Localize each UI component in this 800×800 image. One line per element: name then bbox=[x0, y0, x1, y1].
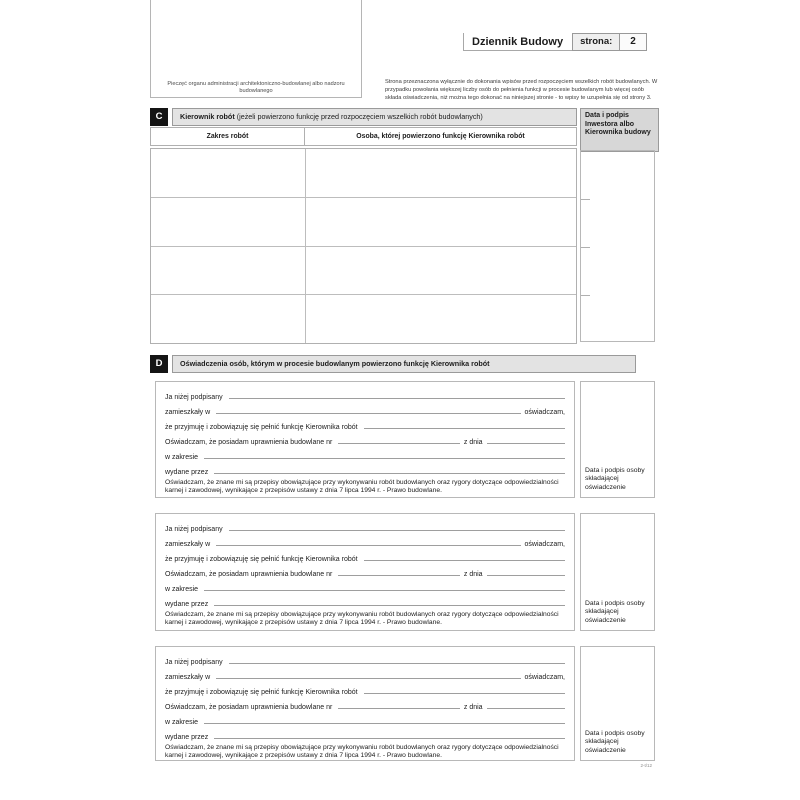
cell-osoba bbox=[306, 295, 576, 343]
label-zakres: w zakresie bbox=[165, 454, 199, 461]
fill-line bbox=[338, 442, 460, 444]
label-z-dnia: z dnia bbox=[463, 571, 483, 578]
label-z-dnia: z dnia bbox=[463, 704, 483, 711]
table-row bbox=[151, 294, 576, 343]
fill-line bbox=[216, 544, 520, 546]
label-przyjmuje: że przyjmuję i zobowiązuję się pełnić funkcję Kierownika robót bbox=[165, 556, 358, 563]
signature-side-label: Data i podpis osoby składającej oświadczenie bbox=[585, 466, 645, 491]
cell-osoba bbox=[306, 198, 576, 246]
label-z-dnia: z dnia bbox=[463, 439, 483, 446]
row-divider-tick bbox=[581, 247, 590, 248]
section-c-badge: C bbox=[150, 108, 168, 126]
section-d-header: Oświadczenia osób, którym w procesie budowlanym powierzono funkcję Kierownika robót bbox=[172, 355, 636, 373]
cell-zakres-robot bbox=[151, 295, 306, 343]
stamp-caption: Pieczęć organu administracji architektoniczno-budowlanej albo nadzoru budowlanego bbox=[167, 81, 345, 94]
label-wydane: wydane przez bbox=[165, 469, 209, 476]
column-header-zakres: Zakres robót bbox=[150, 127, 305, 146]
label-podpisany: Ja niżej podpisany bbox=[165, 659, 223, 666]
label-wydane: wydane przez bbox=[165, 601, 209, 608]
page-instruction-note: Strona przeznaczona wyłącznie do dokonania wpisów przed rozpoczęciem wszelkich robót budowlanych. W przypadku powołania większej liczby osób do pełnienia funkcji w procesie budowlanym lub więcej osób składa oświadczenia, niż można tego dokonać na niniejszej stronie - to wpisy te uzupełnia się od strony 3. bbox=[385, 79, 658, 102]
label-podpisany: Ja niżej podpisany bbox=[165, 526, 223, 533]
table-row bbox=[151, 149, 576, 197]
fill-line bbox=[204, 457, 565, 459]
fill-line bbox=[229, 662, 565, 664]
fill-line bbox=[487, 442, 565, 444]
fill-line bbox=[364, 427, 565, 429]
fill-line bbox=[487, 707, 565, 709]
form-code: 2-t/12 bbox=[640, 763, 652, 768]
declaration-block bbox=[155, 646, 575, 761]
label-zakres: w zakresie bbox=[165, 719, 199, 726]
cell-osoba bbox=[306, 149, 576, 197]
cell-zakres-robot bbox=[151, 198, 306, 246]
fill-line bbox=[338, 707, 460, 709]
row-divider-tick bbox=[581, 295, 590, 296]
fill-line bbox=[364, 559, 565, 561]
label-oswiadczam: oświadczam, bbox=[524, 541, 565, 548]
label-wydane: wydane przez bbox=[165, 734, 209, 741]
fill-line bbox=[204, 722, 565, 724]
section-c-header bbox=[172, 108, 577, 126]
declaration-closing-text: Oświadczam, że znane mi są przepisy obowiązujące przy wykonywaniu robót budowlanych oraz rygory dotyczące odpowiedzialności karnej i zawodowej, wynikające z przepisów ustawy z dnia 7 lipca 1994 r. - Prawo budowlane. bbox=[165, 611, 559, 627]
signature-side-label: Data i podpis osoby składającej oświadczenie bbox=[585, 599, 645, 624]
declaration-closing-text: Oświadczam, że znane mi są przepisy obowiązujące przy wykonywaniu robót budowlanych oraz rygory dotyczące odpowiedzialności karnej i zawodowej, wynikające z przepisów ustawy z dnia 7 lipca 1994 r. - Prawo budowlane. bbox=[165, 479, 559, 495]
page-number: 2 bbox=[620, 33, 647, 51]
section-c-table bbox=[150, 148, 577, 344]
section-c-signature-box bbox=[580, 150, 655, 342]
cell-zakres-robot bbox=[151, 149, 306, 197]
declaration-closing-text: Oświadczam, że znane mi są przepisy obowiązujące przy wykonywaniu robót budowlanych oraz rygory dotyczące odpowiedzialności karnej i zawodowej, wynikające z przepisów ustawy z dnia 7 lipca 1994 r. - Prawo budowlane. bbox=[165, 744, 559, 760]
signature-side-box bbox=[580, 646, 655, 761]
declaration-block bbox=[155, 381, 575, 498]
fill-line bbox=[214, 472, 565, 474]
cell-osoba bbox=[306, 247, 576, 295]
column-header-osoba: Osoba, której powierzono funkcję Kierownika robót bbox=[305, 127, 577, 146]
label-przyjmuje: że przyjmuję i zobowiązuję się pełnić funkcję Kierownika robót bbox=[165, 424, 358, 431]
document-title: Dziennik Budowy bbox=[463, 33, 572, 51]
fill-line bbox=[204, 589, 565, 591]
fill-line bbox=[214, 737, 565, 739]
stamp-box bbox=[150, 0, 362, 98]
table-row bbox=[151, 197, 576, 246]
label-oswiadczam: oświadczam, bbox=[524, 674, 565, 681]
label-przyjmuje: że przyjmuję i zobowiązuję się pełnić funkcję Kierownika robót bbox=[165, 689, 358, 696]
fill-line bbox=[216, 412, 520, 414]
label-podpisany: Ja niżej podpisany bbox=[165, 394, 223, 401]
label-uprawnienia: Oświadczam, że posiadam uprawnienia budowlane nr bbox=[165, 571, 333, 578]
signature-side-box bbox=[580, 381, 655, 498]
signature-side-box bbox=[580, 513, 655, 631]
label-zakres: w zakresie bbox=[165, 586, 199, 593]
section-d-badge: D bbox=[150, 355, 168, 373]
fill-line bbox=[229, 397, 565, 399]
fill-line bbox=[214, 604, 565, 606]
cell-zakres-robot bbox=[151, 247, 306, 295]
section-c-column-headers bbox=[150, 127, 577, 146]
fill-line bbox=[338, 574, 460, 576]
page-label: strona: bbox=[572, 33, 620, 51]
section-c-title-bold: Kierownik robót bbox=[180, 112, 235, 121]
row-divider-tick bbox=[581, 199, 590, 200]
label-zamieszkaly: zamieszkały w bbox=[165, 674, 211, 681]
fill-line bbox=[487, 574, 565, 576]
document-title-group bbox=[463, 33, 647, 51]
section-c-signature-header: Data i podpis Inwestora albo Kierownika budowy bbox=[580, 108, 659, 152]
label-zamieszkaly: zamieszkały w bbox=[165, 541, 211, 548]
fill-line bbox=[216, 677, 520, 679]
section-c-title-rest: (jeżeli powierzono funkcję przed rozpoczęciem wszelkich robót budowlanych) bbox=[234, 112, 483, 121]
declaration-block bbox=[155, 513, 575, 631]
label-zamieszkaly: zamieszkały w bbox=[165, 409, 211, 416]
signature-side-label: Data i podpis osoby składającej oświadczenie bbox=[585, 729, 645, 754]
label-oswiadczam: oświadczam, bbox=[524, 409, 565, 416]
label-uprawnienia: Oświadczam, że posiadam uprawnienia budowlane nr bbox=[165, 704, 333, 711]
fill-line bbox=[364, 692, 565, 694]
label-uprawnienia: Oświadczam, że posiadam uprawnienia budowlane nr bbox=[165, 439, 333, 446]
table-row bbox=[151, 246, 576, 295]
fill-line bbox=[229, 529, 565, 531]
